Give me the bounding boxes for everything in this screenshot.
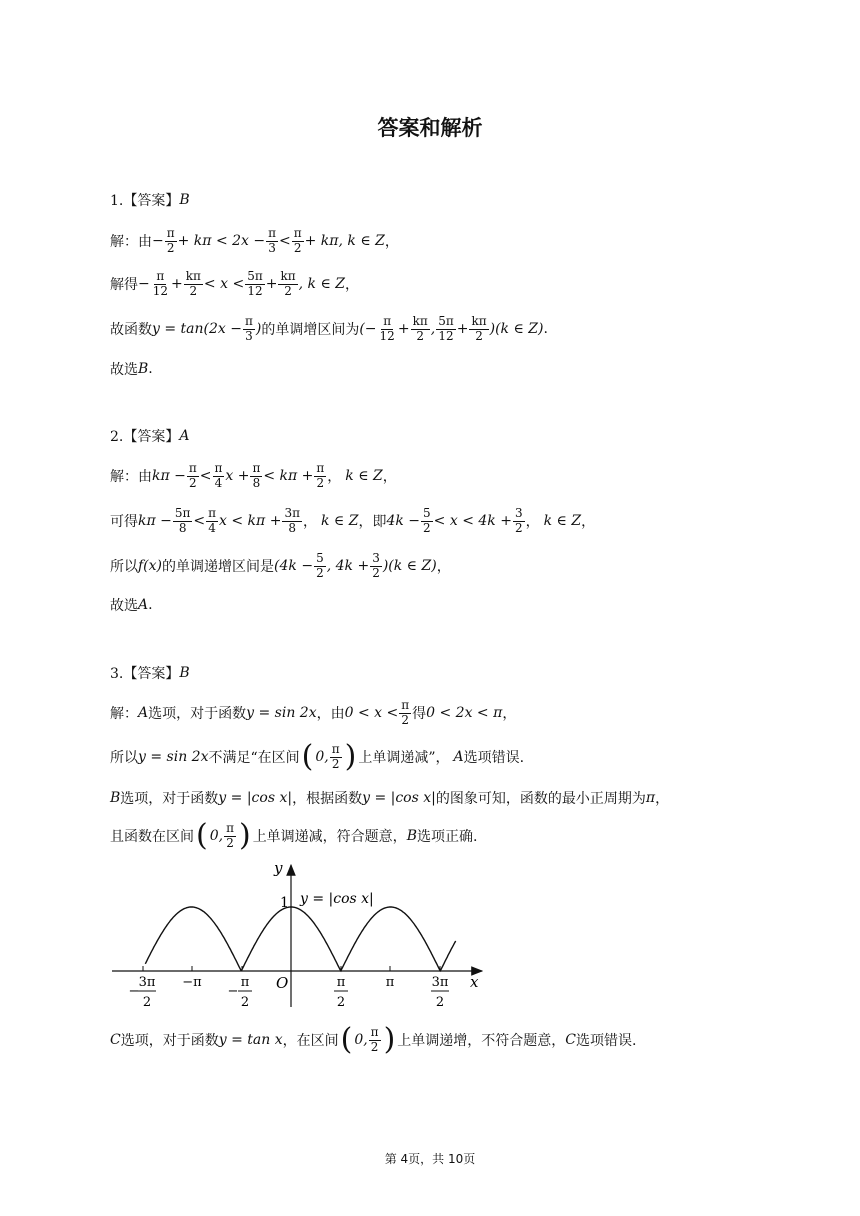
svg-text:−: − [227, 984, 239, 999]
svg-text:3π: 3π [431, 975, 449, 990]
abs-cos-graph [110, 855, 490, 1020]
q2-l4-choice: A [138, 597, 149, 613]
q1-solution-line-3: 故函数 y = tan(2x − $\frac{\pi}{3}$ ) 的单调增区间为 (− $\frac{\pi}{12}$ + $\frac{k\pi}{2}$ , $\frac{5\pi}{12}$ + $\frac{k\pi}{2}$ )(k ∈ Z) . [110, 313, 548, 343]
q1-l2-prefix: 解得 [110, 277, 138, 293]
q3-answer: B [179, 665, 190, 681]
tick-label-pi-2 [334, 975, 348, 1010]
q1-solution-line-1: 解：由 − $\frac{\pi}{2}$ + kπ < 2x − $\frac{\pi}{3}$ < $\frac{\pi}{2}$ + kπ, k ∈ Z ， [110, 225, 399, 255]
q2-solution-line-2: 可得 kπ − $\frac{5\pi}{8}$ < $\frac{\pi}{4}$ x < kπ + $\frac{3\pi}{8}$ ， k ∈ Z ，即 4k − $\frac{5}{2}$ < x < 4k + $\frac{3}{2}$ ， k ∈ Z ， [110, 505, 596, 535]
q1-l3-mid: 的单调增区间为 [261, 322, 360, 338]
q1-head: 1.【答案】 [110, 193, 180, 209]
q2-answer: A [179, 428, 190, 444]
q2-answer-line [110, 416, 750, 456]
q3-l2-prefix: 所以 [110, 750, 138, 766]
q3-solution-line-4: 且函数在区间 ( 0, $\frac{\pi}{2}$ ) 上单调递减，符合题意， B 选项正确. [110, 818, 478, 853]
q3-l3-c: 的图象可知，函数的最小正周期为 [435, 791, 646, 807]
q1-choice-line [110, 349, 750, 389]
tick-label-pi [386, 975, 395, 990]
q3-l5-b: ，在区间 [282, 1033, 339, 1049]
q1-solution-line-2: 解得 − $\frac{\pi}{12}$ + $\frac{k\pi}{2}$ < x < $\frac{5\pi}{12}$ + $\frac{k\pi}{2}$ , k ∈ Z ， [110, 268, 359, 298]
q3-solution-line-1: 解： A 选项，对于函数 y = sin 2x ，由 0 < x < $\frac{\pi}{2}$ 得 0 < 2x < π ， [110, 697, 517, 727]
svg-text:2: 2 [142, 995, 152, 1010]
q2-l3-mid: 的单调递增区间是 [162, 559, 275, 575]
svg-text:2: 2 [336, 995, 346, 1010]
q3-l5-c: 上单调递增，不符合题意， [397, 1033, 566, 1049]
q3-l1-a: 选项，对于函数 [148, 706, 247, 722]
q1-l4-choice: B [138, 361, 149, 377]
q3-solution-line-5: C 选项，对于函数 y = tan x ，在区间 ( 0, $\frac{\pi}{2}$ ) 上单调递增，不符合题意， C 选项错误. [110, 1022, 637, 1057]
q3-l3-b: ，根据函数 [292, 791, 363, 807]
abs-cos-curve [145, 907, 455, 971]
svg-text:−: − [128, 984, 140, 999]
q3-solution-line-3: B 选项，对于函数 y = |cos x| ，根据函数 y = |cos x| 的图象可知，函数的最小正周期为 π ， [110, 790, 670, 807]
q2-choice-line [110, 585, 750, 625]
q3-l5-d: 选项错误. [576, 1033, 637, 1049]
svg-text:2: 2 [240, 995, 250, 1010]
q2-l3-prefix: 所以 [110, 559, 138, 575]
svg-text:π: π [385, 975, 395, 990]
q3-l3-a: 选项，对于函数 [120, 791, 219, 807]
q3-head: 3.【答案】 [110, 666, 180, 682]
q3-l5-a: 选项，对于函数 [120, 1033, 219, 1049]
q2-head: 2.【答案】 [110, 429, 180, 445]
svg-text:2: 2 [435, 995, 445, 1010]
tick-label-neg-3pi-2 [129, 975, 156, 1010]
q1-l1-prefix: 解：由 [110, 234, 152, 250]
q1-l4-text: 故选 [110, 362, 138, 378]
q2-solution-line-3: 所以 f(x) 的单调递增区间是 (4k − $\frac{5}{2}$ , 4k + $\frac{3}{2}$ )(k ∈ Z) ， [110, 550, 451, 580]
svg-text:−π: −π [182, 975, 202, 990]
tick-label-neg-pi [182, 975, 202, 990]
page-title: 答案和解析 [377, 116, 483, 140]
q2-l2-prefix: 可得 [110, 514, 138, 530]
q1-l4-end: . [148, 361, 153, 377]
svg-text:π: π [240, 975, 250, 990]
q3-answer-line [110, 653, 750, 693]
tick-label-neg-pi-2 [228, 975, 252, 1010]
x-axis-label: x [470, 973, 479, 991]
q2-solution-line-1: 解：由 kπ − $\frac{\pi}{2}$ < $\frac{\pi}{4}$ x + $\frac{\pi}{8}$ < kπ + $\frac{\pi}{2}$ ， k ∈ Z ， [110, 460, 397, 490]
q3-l2-c: 选项错误. [463, 750, 525, 766]
q1-answer: B [179, 192, 190, 208]
q1-answer-line [110, 180, 750, 220]
svg-text:3π: 3π [138, 975, 156, 990]
page-footer: 第 4页，共 10页 [384, 1152, 476, 1166]
origin-label: O [276, 974, 289, 992]
q2-l4-text: 故选 [110, 598, 138, 614]
curve-label: y = |cos x| [300, 891, 374, 907]
q2-l4-end: . [148, 597, 153, 613]
q3-l1-c: 得 [412, 706, 427, 722]
y-axis-label: y [274, 859, 283, 877]
q3-l1-prefix: 解： [110, 706, 138, 722]
tick-label-3pi-2 [431, 975, 449, 1010]
q3-l2-a: 不满足“在区间 [208, 750, 300, 766]
svg-text:π: π [336, 975, 346, 990]
q3-solution-line-2: 所以 y = sin 2x 不满足“在区间 ( 0, $\frac{\pi}{2}$ ) 上单调递减”， A 选项错误. [110, 739, 525, 774]
q2-l1-prefix: 解：由 [110, 469, 152, 485]
q1-l3-prefix: 故函数 [110, 322, 152, 338]
q3-l4-a: 且函数在区间 [110, 829, 194, 845]
q3-l1-b: ，由 [316, 706, 345, 722]
q3-l4-c: 选项正确. [416, 829, 478, 845]
q3-l2-b: 上单调递减”， [358, 750, 450, 766]
y-one-label: 1 [280, 895, 289, 911]
q3-l4-b: 上单调递减，符合题意， [252, 829, 407, 845]
q2-l2-mid: ，即 [358, 514, 387, 530]
